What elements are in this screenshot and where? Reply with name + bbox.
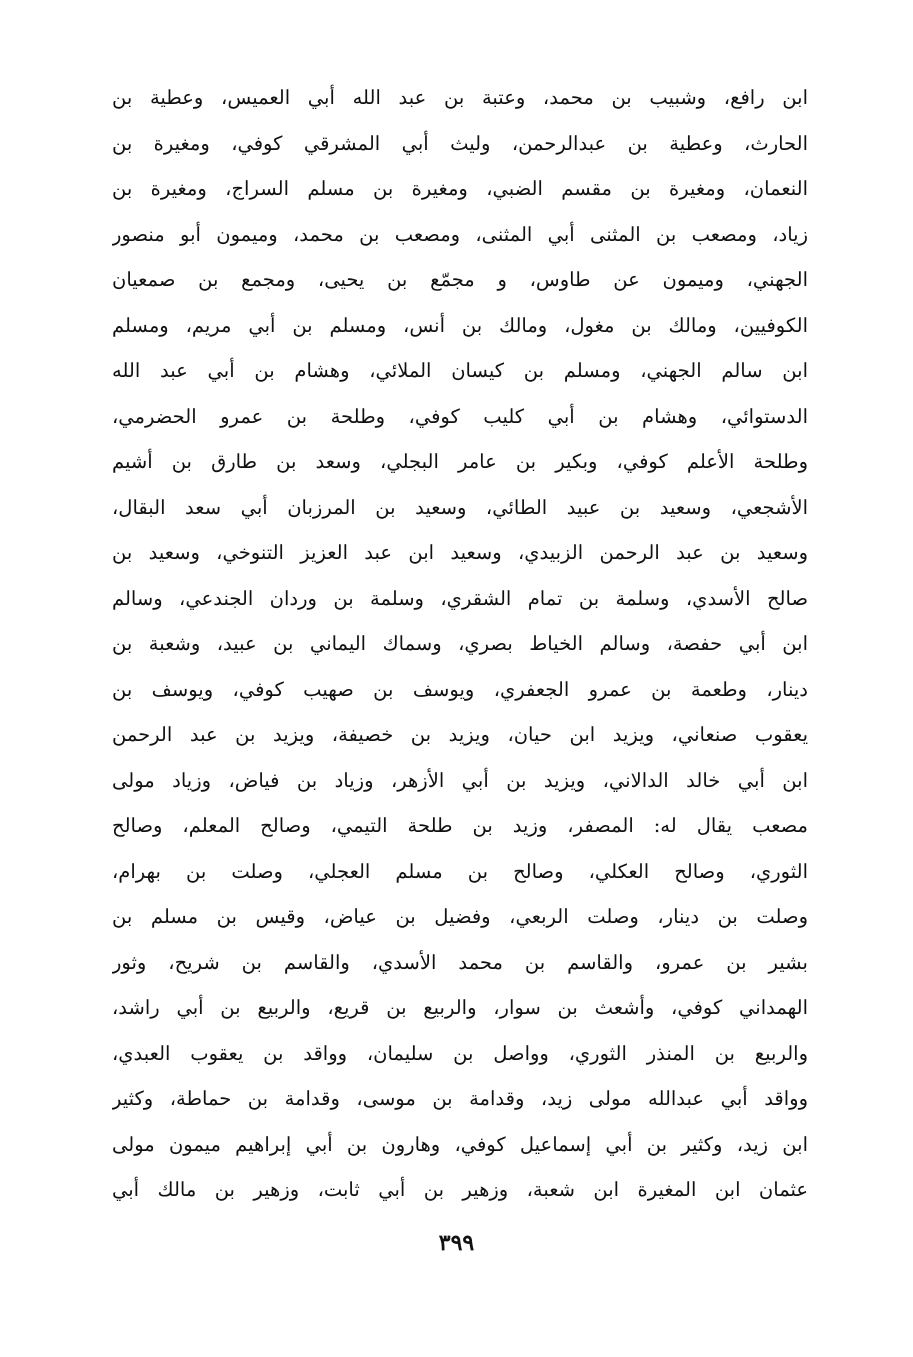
text-line: وطلحة الأعلم كوفي، وبكير بن عامر البجلي، وسعد بن طارق بن أشيم	[112, 450, 808, 473]
text-line: مصعب يقال له: المصفر، وزيد بن طلحة التيمي، وصالح المعلم، وصالح	[112, 814, 808, 837]
text-line: الحارث، وعطية بن عبدالرحمن، وليث أبي المشرقي كوفي، ومغيرة بن	[112, 131, 808, 155]
text-line: الهمداني كوفي، وأشعث بن سوار، والربيع بن قريع، والربيع بن أبي راشد،	[112, 996, 808, 1019]
text-line: يعقوب صنعاني، ويزيد ابن حيان، ويزيد بن خصيفة، ويزيد بن عبد الرحمن	[112, 723, 808, 746]
text-line: ابن أبي حفصة، وسالم الخياط بصري، وسماك اليماني بن عبيد، وشعبة بن	[112, 632, 808, 655]
text-line: دينار، وطعمة بن عمرو الجعفري، ويوسف بن صهيب كوفي، ويوسف بن	[112, 677, 808, 701]
text-line: زياد، ومصعب بن المثنى أبي المثنى، ومصعب بن محمد، وميمون أبو منصور	[112, 222, 808, 246]
text-line: ابن سالم الجهني، ومسلم بن كيسان الملائي، وهشام بن أبي عبد الله	[112, 359, 808, 382]
page-number: ٣٩٩	[438, 1230, 475, 1256]
text-line: ابن رافع، وشبيب بن محمد، وعتبة بن عبد الله أبي العميس، وعطية بن	[112, 86, 808, 109]
text-line: ابن زيد، وكثير بن أبي إسماعيل كوفي، وهارون بن أبي إبراهيم ميمون مولى	[112, 1132, 808, 1156]
text-line: الأشجعي، وسعيد بن عبيد الطائي، وسعيد بن المرزبان أبي سعد البقال،	[112, 495, 808, 519]
text-line: عثمان ابن المغيرة ابن شعبة، وزهير بن أبي ثابت، وزهير بن مالك أبي	[112, 1178, 808, 1201]
text-line: وواقد أبي عبدالله مولى زيد، وقدامة بن موسى، وقدامة بن حماطة، وكثير	[112, 1087, 808, 1110]
text-line: وصلت بن دينار، وصلت الربعي، وفضيل بن عياض، وقيس بن مسلم بن	[112, 905, 808, 928]
text-line: الجهني، وميمون عن طاوس، و مجمّع بن يحيى، ومجمع بن صمعيان	[112, 268, 808, 291]
text-line: ابن أبي خالد الدالاني، ويزيد بن أبي الأزهر، وزياد بن فياض، وزياد مولى	[112, 768, 808, 792]
text-line: بشير بن عمرو، والقاسم بن محمد الأسدي، والقاسم بن شريح، وثور	[112, 950, 808, 974]
text-line: الثوري، وصالح العكلي، وصالح بن مسلم العجلي، وصلت بن بهرام،	[112, 859, 808, 883]
text-line: صالح الأسدي، وسلمة بن تمام الشقري، وسلمة بن وردان الجندعي، وسالم	[112, 586, 808, 610]
text-line: النعمان، ومغيرة بن مقسم الضبي، ومغيرة بن مسلم السراج، ومغيرة بن	[112, 177, 808, 200]
text-line: الكوفيين، ومالك بن مغول، ومالك بن أنس، ومسلم بن أبي مريم، ومسلم	[112, 313, 808, 337]
body-text	[112, 78, 808, 1216]
text-line: وسعيد بن عبد الرحمن الزبيدي، وسعيد ابن عبد العزيز التنوخي، وسعيد بن	[112, 541, 808, 564]
text-line: الدستوائي، وهشام بن أبي كليب كوفي، وطلحة بن عمرو الحضرمي،	[112, 404, 808, 428]
text-line: والربيع بن المنذر الثوري، وواصل بن سليمان، وواقد بن يعقوب العبدي،	[112, 1041, 808, 1065]
